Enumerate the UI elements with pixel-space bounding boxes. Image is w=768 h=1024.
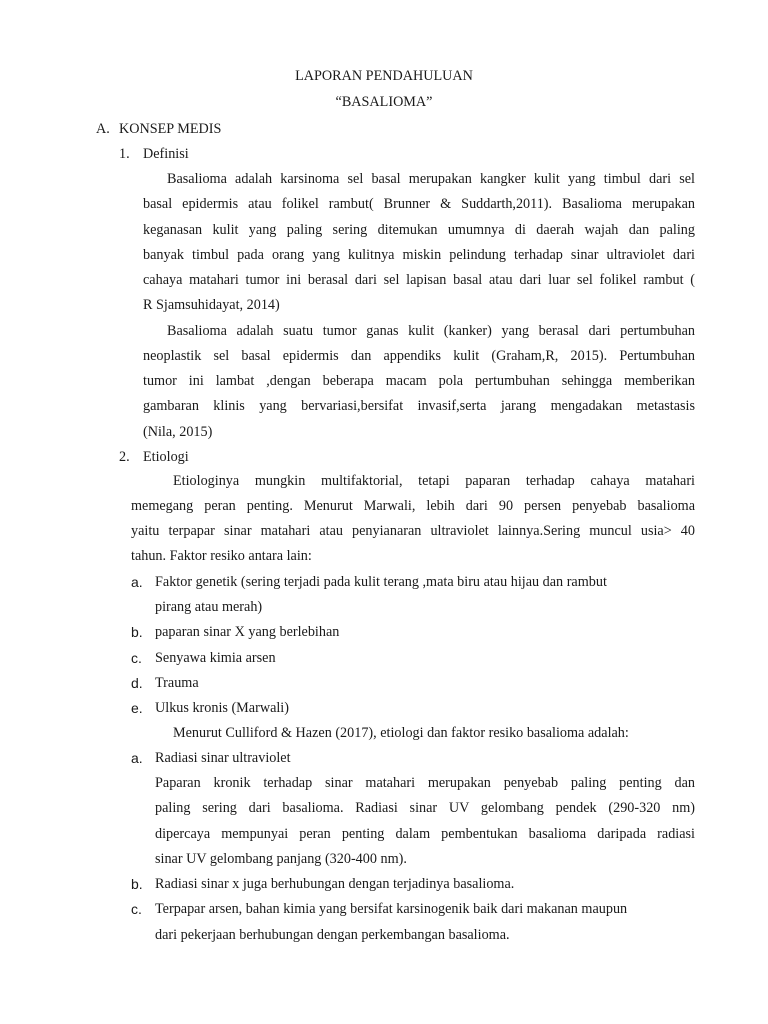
list2-marker: c. [131,901,142,917]
list1-marker: d. [131,675,143,691]
list2-item-text: paling sering dari basalioma. Radiasi sinar UV gelombang pendek (290-320 nm) [155,800,695,816]
list1-item-text: Trauma [155,675,199,691]
document-subtitle: “BASALIOMA” [335,94,433,110]
list1-item-text: Ulkus kronis (Marwali) [155,700,289,716]
list1-marker: b. [131,624,143,640]
item1-p2-line: gambaran klinis yang bervariasi,bersifat invasif,serta jarang mengadakan metastasis [143,398,695,414]
list1-item-text: paparan sinar X yang berlebihan [155,624,340,640]
item2-marker: 2. [119,449,130,465]
section-a-marker: A. [96,121,110,137]
item1-p1-line: keganasan kulit yang paling sering ditemukan umumnya di daerah wajah dan paling [143,222,695,238]
list2-item-text: Terpapar arsen, bahan kimia yang bersifat karsinogenik baik dari makanan maupun [155,901,628,917]
item2-p1-line: tahun. Faktor resiko antara lain: [131,548,312,564]
list2-item-text: Radiasi sinar ultraviolet [155,750,291,766]
item1-p1-line: cahaya matahari tumor ini berasal dari sel lapisan basal atau dari luar sel folikel rambut ( [143,272,695,288]
item2-p1-line: memegang peran penting. Menurut Marwali, lebih dari 90 persen penyebab basalioma [131,498,695,514]
item1-marker: 1. [119,146,130,162]
item1-heading: Definisi [143,146,189,162]
list2-marker: b. [131,876,143,892]
item2-heading: Etiologi [143,449,189,465]
section-a-heading: KONSEP MEDIS [119,121,222,137]
item1-p1-line: banyak timbul pada orang yang kulitnya miskin pelindung terhadap sinar ultraviolet dari [143,247,695,263]
list2-marker: a. [131,750,143,766]
item2-p2: Menurut Culliford & Hazen (2017), etiologi dan faktor resiko basalioma adalah: [173,725,629,741]
item1-p1-line: basal epidermis atau folikel rambut( Brunner & Suddarth,2011). Basalioma merupakan [143,196,695,212]
document-title: LAPORAN PENDAHULUAN [295,68,473,84]
list2-item-text: Radiasi sinar x juga berhubungan dengan terjadinya basalioma. [155,876,515,892]
list1-marker: a. [131,574,143,590]
item1-p1-line: R Sjamsuhidayat, 2014) [143,297,280,313]
item2-p1-line: yaitu terpapar sinar matahari atau penyianaran ultraviolet lainnya.Sering muncul usia> 40 [131,523,695,539]
item2-p1-line: Etiologinya mungkin multifaktorial, tetapi paparan terhadap cahaya matahari [173,473,695,489]
item1-p1-line: Basalioma adalah karsinoma sel basal merupakan kangker kulit yang timbul dari sel [167,171,695,187]
list1-marker: e. [131,700,143,716]
item1-p2-line: (Nila, 2015) [143,424,213,440]
list1-marker: c. [131,650,142,666]
list2-item-text: dipercaya mempunyai peran penting dalam pembentukan basalioma daripada radiasi [155,826,695,842]
list2-item-text: dari pekerjaan berhubungan dengan perkembangan basalioma. [155,927,510,943]
item1-p2-line: neoplastik sel basal epidermis dan appendiks kulit (Graham,R, 2015). Pertumbuhan [143,348,695,364]
list2-item-text: Paparan kronik terhadap sinar matahari merupakan penyebab paling penting dan [155,775,695,791]
list1-item-text: pirang atau merah) [155,599,263,615]
item1-p2-line: Basalioma adalah suatu tumor ganas kulit (kanker) yang berasal dari pertumbuhan [167,323,695,339]
list1-item-text: Senyawa kimia arsen [155,650,276,666]
item1-p2-line: tumor ini lambat ,dengan beberapa macam pola pertumbuhan sehingga memberikan [143,373,695,389]
list2-item-text: sinar UV gelombang panjang (320-400 nm). [155,851,407,867]
list1-item-text: Faktor genetik (sering terjadi pada kulit terang ,mata biru atau hijau dan rambut [155,574,607,590]
